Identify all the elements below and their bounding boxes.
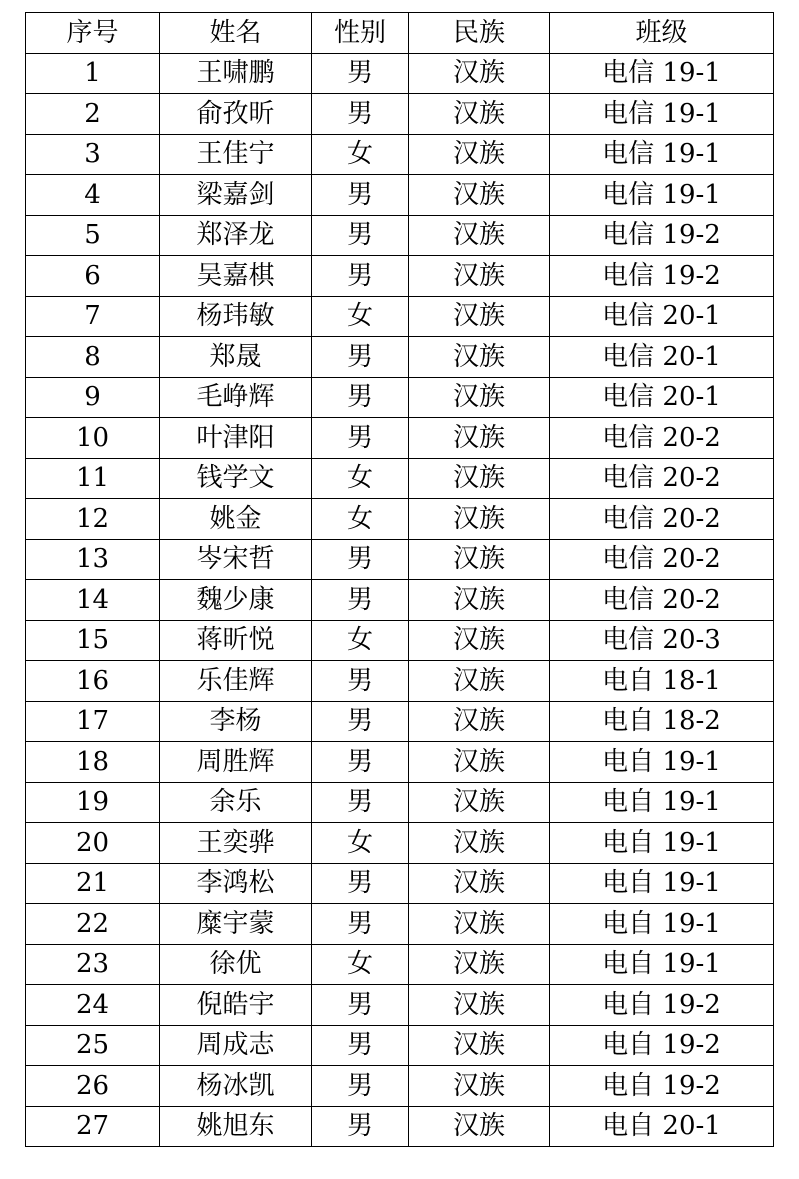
header-ethnicity: 民族 [409, 13, 550, 54]
cell-name: 周成志 [160, 1025, 312, 1066]
cell-class: 电信 19-1 [550, 134, 774, 175]
table-header [26, 13, 774, 54]
cell-class: 电信 20-1 [550, 296, 774, 337]
cell-serial: 10 [26, 418, 160, 459]
table-body [26, 53, 774, 1147]
table-row [26, 256, 774, 297]
table-row [26, 53, 774, 94]
cell-name: 毛峥辉 [160, 377, 312, 418]
cell-class: 电信 19-2 [550, 215, 774, 256]
cell-name: 李鸿松 [160, 863, 312, 904]
cell-name: 李杨 [160, 701, 312, 742]
cell-class: 电自 19-2 [550, 985, 774, 1026]
cell-class: 电自 19-1 [550, 863, 774, 904]
cell-ethnicity: 汉族 [409, 296, 550, 337]
cell-ethnicity: 汉族 [409, 1066, 550, 1107]
cell-ethnicity: 汉族 [409, 985, 550, 1026]
cell-class: 电信 20-2 [550, 418, 774, 459]
cell-name: 梁嘉剑 [160, 175, 312, 216]
table-row [26, 499, 774, 540]
roster-table [25, 12, 774, 1147]
cell-gender: 女 [312, 823, 409, 864]
cell-gender: 男 [312, 782, 409, 823]
cell-serial: 7 [26, 296, 160, 337]
cell-gender: 女 [312, 620, 409, 661]
cell-gender: 男 [312, 377, 409, 418]
cell-gender: 女 [312, 134, 409, 175]
cell-gender: 男 [312, 539, 409, 580]
table-row [26, 944, 774, 985]
cell-ethnicity: 汉族 [409, 256, 550, 297]
cell-ethnicity: 汉族 [409, 823, 550, 864]
cell-gender: 男 [312, 1066, 409, 1107]
cell-serial: 8 [26, 337, 160, 378]
cell-name: 姚旭东 [160, 1106, 312, 1147]
cell-gender: 女 [312, 458, 409, 499]
cell-ethnicity: 汉族 [409, 782, 550, 823]
cell-class: 电信 20-1 [550, 377, 774, 418]
cell-gender: 女 [312, 499, 409, 540]
cell-class: 电自 19-1 [550, 823, 774, 864]
cell-serial: 1 [26, 53, 160, 94]
cell-ethnicity: 汉族 [409, 418, 550, 459]
cell-serial: 16 [26, 661, 160, 702]
cell-name: 魏少康 [160, 580, 312, 621]
cell-gender: 男 [312, 1025, 409, 1066]
header-class: 班级 [550, 13, 774, 54]
cell-name: 俞孜昕 [160, 94, 312, 135]
cell-serial: 2 [26, 94, 160, 135]
cell-ethnicity: 汉族 [409, 499, 550, 540]
cell-name: 周胜辉 [160, 742, 312, 783]
cell-ethnicity: 汉族 [409, 904, 550, 945]
cell-serial: 26 [26, 1066, 160, 1107]
table-row [26, 337, 774, 378]
table-row [26, 580, 774, 621]
cell-name: 叶津阳 [160, 418, 312, 459]
cell-ethnicity: 汉族 [409, 742, 550, 783]
cell-name: 郑泽龙 [160, 215, 312, 256]
cell-serial: 9 [26, 377, 160, 418]
cell-name: 吴嘉棋 [160, 256, 312, 297]
cell-name: 余乐 [160, 782, 312, 823]
cell-ethnicity: 汉族 [409, 944, 550, 985]
cell-gender: 男 [312, 863, 409, 904]
cell-name: 乐佳辉 [160, 661, 312, 702]
cell-gender: 男 [312, 904, 409, 945]
cell-class: 电信 19-2 [550, 256, 774, 297]
cell-serial: 5 [26, 215, 160, 256]
cell-class: 电自 18-2 [550, 701, 774, 742]
cell-gender: 男 [312, 985, 409, 1026]
cell-gender: 男 [312, 742, 409, 783]
cell-class: 电自 19-1 [550, 904, 774, 945]
cell-serial: 15 [26, 620, 160, 661]
cell-class: 电自 19-1 [550, 742, 774, 783]
cell-gender: 男 [312, 337, 409, 378]
cell-gender: 女 [312, 296, 409, 337]
table-row [26, 134, 774, 175]
table-row [26, 418, 774, 459]
table-row [26, 296, 774, 337]
cell-serial: 19 [26, 782, 160, 823]
cell-class: 电信 19-1 [550, 53, 774, 94]
cell-ethnicity: 汉族 [409, 1025, 550, 1066]
table-row [26, 1106, 774, 1147]
cell-name: 姚金 [160, 499, 312, 540]
cell-serial: 3 [26, 134, 160, 175]
cell-name: 杨玮敏 [160, 296, 312, 337]
header-name: 姓名 [160, 13, 312, 54]
table-row [26, 985, 774, 1026]
cell-name: 岑宋哲 [160, 539, 312, 580]
cell-name: 王啸鹏 [160, 53, 312, 94]
cell-name: 杨冰凯 [160, 1066, 312, 1107]
cell-class: 电信 19-1 [550, 94, 774, 135]
cell-gender: 男 [312, 661, 409, 702]
table-row [26, 175, 774, 216]
cell-serial: 14 [26, 580, 160, 621]
cell-class: 电信 20-2 [550, 539, 774, 580]
table-row [26, 215, 774, 256]
cell-class: 电自 19-1 [550, 782, 774, 823]
cell-ethnicity: 汉族 [409, 175, 550, 216]
table-row [26, 863, 774, 904]
cell-name: 糜宇蒙 [160, 904, 312, 945]
cell-ethnicity: 汉族 [409, 580, 550, 621]
cell-class: 电自 18-1 [550, 661, 774, 702]
cell-class: 电自 19-2 [550, 1025, 774, 1066]
cell-gender: 男 [312, 701, 409, 742]
header-gender: 性别 [312, 13, 409, 54]
cell-ethnicity: 汉族 [409, 94, 550, 135]
cell-class: 电自 19-1 [550, 944, 774, 985]
cell-ethnicity: 汉族 [409, 863, 550, 904]
cell-serial: 11 [26, 458, 160, 499]
table-row [26, 620, 774, 661]
header-row [26, 13, 774, 54]
cell-ethnicity: 汉族 [409, 134, 550, 175]
cell-ethnicity: 汉族 [409, 377, 550, 418]
cell-gender: 男 [312, 418, 409, 459]
table-row [26, 661, 774, 702]
cell-class: 电信 20-2 [550, 458, 774, 499]
header-serial: 序号 [26, 13, 160, 54]
cell-gender: 男 [312, 175, 409, 216]
cell-serial: 13 [26, 539, 160, 580]
cell-ethnicity: 汉族 [409, 661, 550, 702]
cell-serial: 18 [26, 742, 160, 783]
cell-gender: 男 [312, 256, 409, 297]
cell-gender: 男 [312, 1106, 409, 1147]
cell-gender: 男 [312, 580, 409, 621]
cell-ethnicity: 汉族 [409, 701, 550, 742]
cell-name: 郑晟 [160, 337, 312, 378]
cell-serial: 27 [26, 1106, 160, 1147]
table-row [26, 94, 774, 135]
cell-serial: 17 [26, 701, 160, 742]
table-row [26, 701, 774, 742]
cell-class: 电信 20-1 [550, 337, 774, 378]
cell-name: 王佳宁 [160, 134, 312, 175]
cell-serial: 4 [26, 175, 160, 216]
cell-gender: 男 [312, 53, 409, 94]
table-row [26, 823, 774, 864]
cell-serial: 23 [26, 944, 160, 985]
cell-class: 电信 20-2 [550, 499, 774, 540]
cell-serial: 12 [26, 499, 160, 540]
cell-ethnicity: 汉族 [409, 337, 550, 378]
cell-serial: 24 [26, 985, 160, 1026]
cell-name: 蒋昕悦 [160, 620, 312, 661]
table-row [26, 782, 774, 823]
cell-class: 电自 20-1 [550, 1106, 774, 1147]
cell-name: 钱学文 [160, 458, 312, 499]
table-row [26, 377, 774, 418]
cell-ethnicity: 汉族 [409, 539, 550, 580]
cell-class: 电信 19-1 [550, 175, 774, 216]
cell-gender: 男 [312, 94, 409, 135]
cell-serial: 25 [26, 1025, 160, 1066]
cell-name: 王奕骅 [160, 823, 312, 864]
table-row [26, 458, 774, 499]
cell-name: 倪皓宇 [160, 985, 312, 1026]
table-row [26, 742, 774, 783]
cell-serial: 20 [26, 823, 160, 864]
cell-serial: 6 [26, 256, 160, 297]
cell-name: 徐优 [160, 944, 312, 985]
cell-ethnicity: 汉族 [409, 215, 550, 256]
table-row [26, 904, 774, 945]
cell-gender: 男 [312, 215, 409, 256]
cell-class: 电信 20-3 [550, 620, 774, 661]
cell-ethnicity: 汉族 [409, 458, 550, 499]
cell-class: 电自 19-2 [550, 1066, 774, 1107]
cell-ethnicity: 汉族 [409, 1106, 550, 1147]
cell-serial: 21 [26, 863, 160, 904]
table-row [26, 1025, 774, 1066]
table-row [26, 539, 774, 580]
cell-ethnicity: 汉族 [409, 620, 550, 661]
cell-class: 电信 20-2 [550, 580, 774, 621]
cell-ethnicity: 汉族 [409, 53, 550, 94]
cell-gender: 女 [312, 944, 409, 985]
table-row [26, 1066, 774, 1107]
cell-serial: 22 [26, 904, 160, 945]
